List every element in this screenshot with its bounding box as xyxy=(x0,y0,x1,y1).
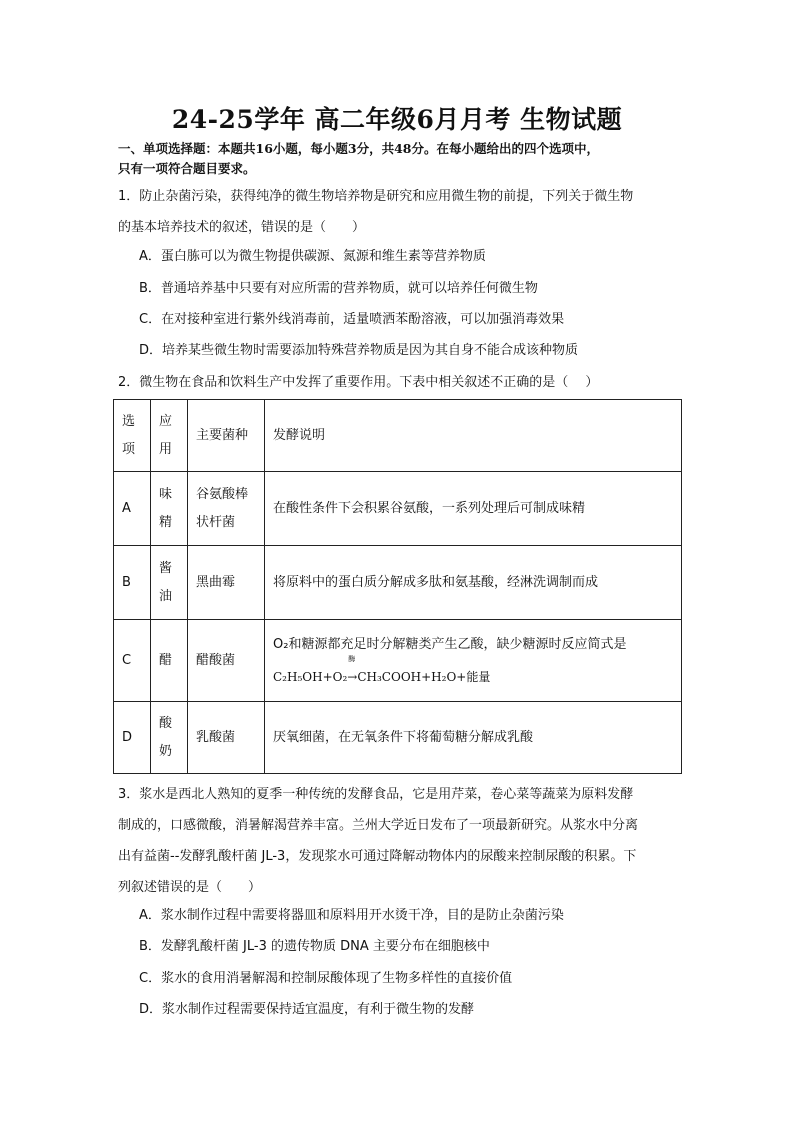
section-heading-line2: 只有一项符合题目要求。 xyxy=(118,161,256,176)
table-row xyxy=(114,546,682,620)
row-description-text: O₂和糖源都充足时分解糖类产生乙酸，缺少糖源时反应简式是 xyxy=(273,636,627,652)
reaction-arrow xyxy=(347,654,358,688)
equation-right: CH₃COOH+H₂O+能量 xyxy=(357,669,491,684)
q1-option-b: B．普通培养基中只要有对应所需的营养物质，就可以培养任何微生物 xyxy=(139,281,538,296)
row-description: 将原料中的蛋白质分解成多肽和氨基酸，经淋洗调制而成 xyxy=(265,546,682,620)
row-application: 酸奶 xyxy=(151,702,188,774)
row-application: 酱油 xyxy=(151,546,188,620)
q3-option-b: B．发酵乳酸杆菌 JL-3 的遗传物质 DNA 主要分布在细胞核中 xyxy=(139,939,490,954)
q3-option-a: A．浆水制作过程中需要将器皿和原料用开水烫干净，目的是防止杂菌污染 xyxy=(139,908,564,923)
page-title: 24-25学年 高二年级6月月考 生物试题 xyxy=(171,105,623,134)
q3-stem-line4: 列叙述错误的是（ ） xyxy=(118,880,262,895)
row-application: 味精 xyxy=(151,472,188,546)
q1-stem-line1: 1．防止杂菌污染，获得纯净的微生物培养物是研究和应用微生物的前提，下列关于微生物 xyxy=(118,189,634,204)
section-heading-line1: 一、单项选择题：本题共16小题，每小题3分，共48分。在每小题给出的四个选项中， xyxy=(118,141,599,156)
q3-option-d: D．浆水制作过程需要保持适宜温度，有利于微生物的发酵 xyxy=(139,1002,475,1017)
row-strain: 乳酸菌 xyxy=(188,702,265,774)
q3-option-c: C．浆水的食用消暑解渴和控制尿酸体现了生物多样性的直接价值 xyxy=(139,971,513,986)
q1-option-a: A．蛋白胨可以为微生物提供碳源、氮源和维生素等营养物质 xyxy=(139,249,486,264)
row-option: B xyxy=(114,546,151,620)
header-application: 应用 xyxy=(151,400,188,472)
section-heading xyxy=(118,139,678,179)
q3-stem-line3: 出有益菌--发酵乳酸杆菌 JL-3，发现浆水可通过降解动物体内的尿酸来控制尿酸的积累。下 xyxy=(118,849,637,864)
row-option: A xyxy=(114,472,151,546)
row-strain: 黑曲霉 xyxy=(188,546,265,620)
q1-option-c: C．在对接种室进行紫外线消毒前，适量喷洒苯酚溶液，可以加强消毒效果 xyxy=(139,312,565,327)
row-option: D xyxy=(114,702,151,774)
arrow-icon: → xyxy=(347,669,358,684)
q3-stem xyxy=(118,779,678,903)
row-strain: 醋酸菌 xyxy=(188,620,265,702)
fermentation-table xyxy=(113,399,682,774)
q1-stem xyxy=(118,181,678,243)
table-header-row xyxy=(114,400,682,472)
header-description: 发酵说明 xyxy=(265,400,682,472)
enzyme-label: 酶 xyxy=(348,654,356,663)
q3-stem-line1: 3．浆水是西北人熟知的夏季一种传统的发酵食品，它是用芹菜，卷心菜等蔬菜为原料发酵 xyxy=(118,787,634,802)
q1-stem-line2: 的基本培养技术的叙述，错误的是（ ） xyxy=(118,220,366,235)
equation-left: C₂H₅OH+O₂ xyxy=(273,669,348,684)
row-application: 醋 xyxy=(151,620,188,702)
table-row xyxy=(114,702,682,774)
q1-option-d: D．培养某些微生物时需要添加特殊营养物质是因为其自身不能合成该种物质 xyxy=(139,343,579,358)
row-option: C xyxy=(114,620,151,702)
table-row xyxy=(114,472,682,546)
row-description xyxy=(265,620,682,702)
row-strain: 谷氨酸棒状杆菌 xyxy=(188,472,265,546)
q2-stem: 2．微生物在食品和饮料生产中发挥了重要作用。下表中相关叙述不正确的是（ ） xyxy=(118,375,599,390)
row-description: 在酸性条件下会积累谷氨酸，一系列处理后可制成味精 xyxy=(265,472,682,546)
table-row xyxy=(114,620,682,702)
header-strain: 主要菌种 xyxy=(188,400,265,472)
row-description: 厌氧细菌，在无氧条件下将葡萄糖分解成乳酸 xyxy=(265,702,682,774)
header-option: 选项 xyxy=(114,400,151,472)
reaction-equation xyxy=(273,654,673,688)
q3-stem-line2: 制成的，口感微酸，消暑解渴营养丰富。兰州大学近日发布了一项最新研究。从浆水中分离 xyxy=(118,818,639,833)
